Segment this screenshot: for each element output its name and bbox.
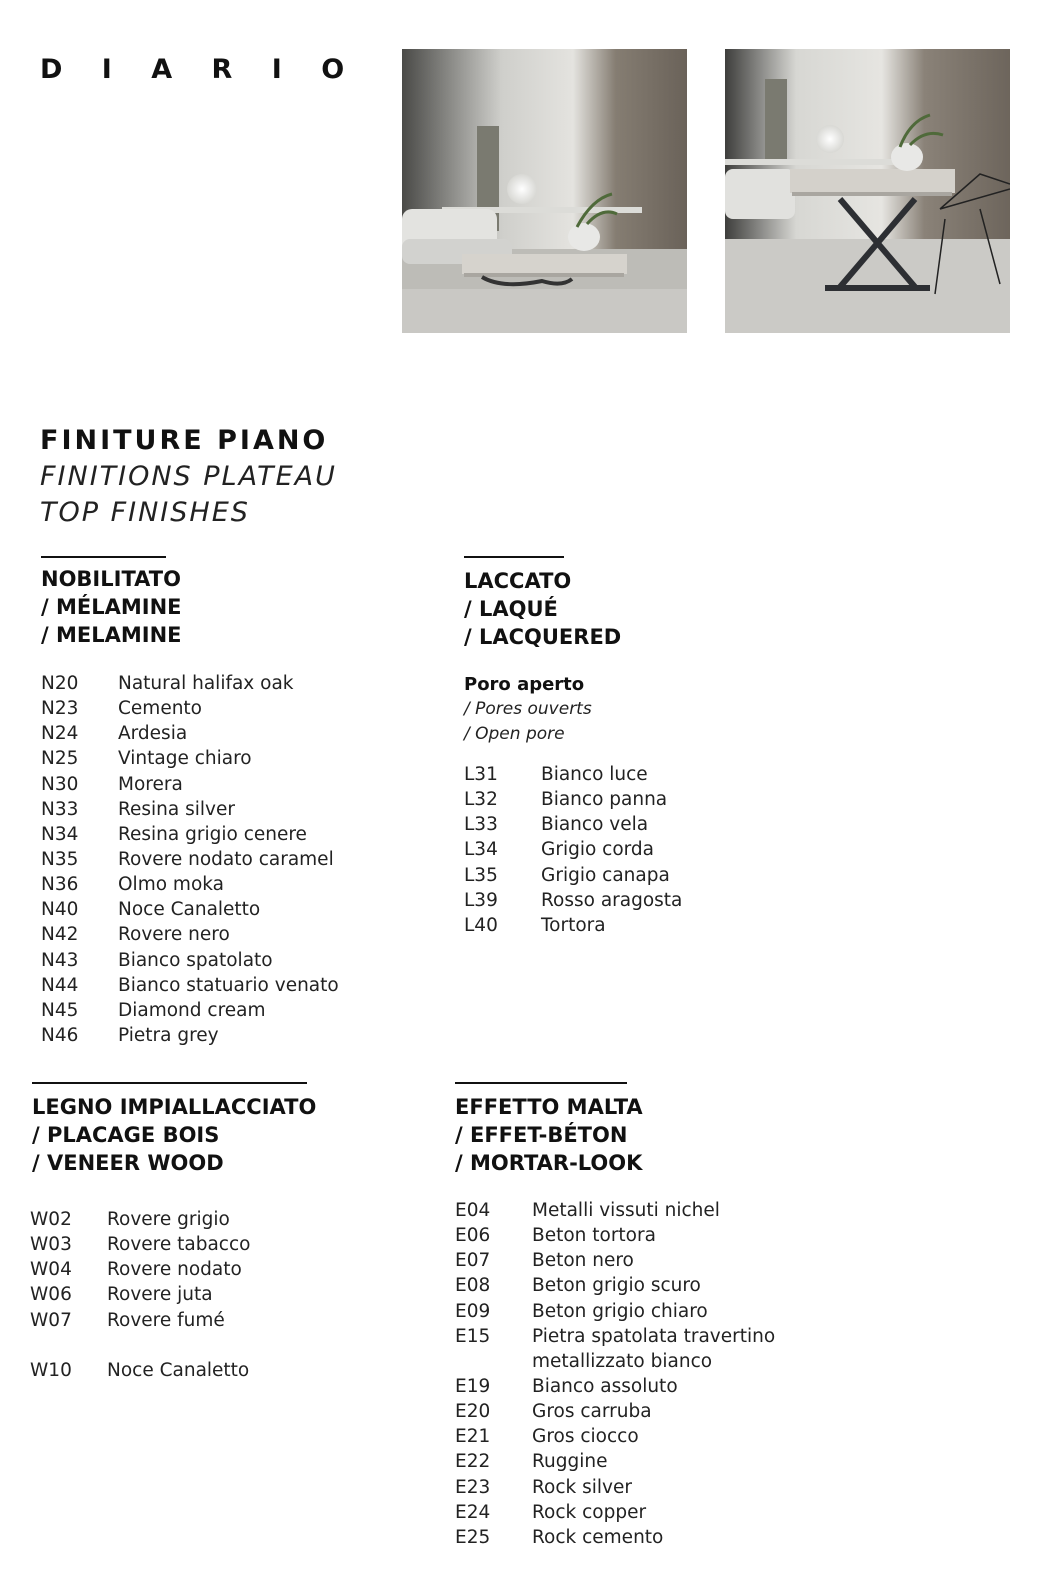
finish-item (30, 1358, 250, 1383)
finish-name: Noce Canaletto (107, 1359, 250, 1381)
finish-item (30, 1207, 250, 1232)
finish-name: Rovere tabacco (107, 1234, 251, 1256)
finish-name: Olmo moka (118, 874, 224, 896)
finish-code: E19 (455, 1375, 491, 1397)
finish-name: Ruggine (532, 1451, 608, 1473)
finish-code: L40 (464, 914, 498, 936)
finish-name: Rock silver (532, 1476, 632, 1498)
finish-name-continued: metallizzato bianco (532, 1350, 713, 1372)
malta-list (455, 1198, 775, 1550)
finish-code: N45 (41, 999, 79, 1021)
finish-item (30, 1232, 250, 1257)
finish-code: N33 (41, 798, 79, 820)
finish-item (30, 1308, 250, 1333)
finish-item (41, 948, 339, 973)
finish-name: Rovere nodato caramel (118, 848, 334, 870)
finish-name: Bianco statuario venato (118, 974, 339, 996)
finish-name: Bianco assoluto (532, 1375, 678, 1397)
laccato-title (464, 567, 621, 651)
finish-name: Rovere nero (118, 924, 230, 946)
finish-item (41, 973, 339, 998)
title-line: LACCATO (464, 569, 572, 593)
finish-name: Rock cemento (532, 1526, 664, 1548)
subtitle-en: / Open pore (464, 724, 565, 744)
section-rule (455, 1082, 627, 1084)
finish-code: E15 (455, 1325, 491, 1347)
laccato-subtitle (464, 672, 592, 747)
finish-name: Pietra grey (118, 1024, 219, 1046)
finish-item (464, 863, 682, 888)
finish-item (30, 1257, 250, 1282)
finish-item (41, 1023, 339, 1048)
finish-name: Tortora (541, 914, 606, 936)
finish-code: E08 (455, 1275, 491, 1297)
title-line: / VENEER WOOD (32, 1151, 224, 1175)
finish-name: Beton nero (532, 1250, 634, 1272)
section-rule (41, 556, 166, 558)
finish-name: Natural halifax oak (118, 673, 294, 694)
legno-list (30, 1207, 250, 1383)
finish-code: N23 (41, 698, 79, 720)
finish-item (41, 998, 339, 1023)
finish-name: Gros carruba (532, 1401, 652, 1423)
finish-item (455, 1374, 775, 1399)
finish-code: N20 (41, 673, 79, 694)
heading-it: FINITURE PIANO (40, 425, 329, 456)
finish-item (41, 721, 339, 746)
finish-code: E06 (455, 1225, 491, 1247)
finish-code: W06 (30, 1284, 72, 1306)
finish-code: E04 (455, 1200, 491, 1221)
finish-item-continued (455, 1349, 775, 1374)
finish-name: Bianco vela (541, 814, 649, 836)
finish-item (41, 746, 339, 771)
title-line: / LAQUÉ (464, 597, 558, 621)
finish-code: W07 (30, 1309, 72, 1331)
finish-item (464, 837, 682, 862)
finish-name: Beton grigio scuro (532, 1275, 701, 1297)
finish-name: Morera (118, 773, 183, 795)
finish-item (455, 1475, 775, 1500)
finish-name: Pietra spatolata travertino (532, 1325, 776, 1347)
nobilitato-title (41, 565, 182, 649)
title-line: / EFFET-BÉTON (455, 1123, 628, 1147)
finish-code: W04 (30, 1259, 72, 1281)
finish-code: N30 (41, 773, 79, 795)
finish-item (455, 1248, 775, 1273)
finish-name: Gros ciocco (532, 1426, 639, 1448)
finishes-heading (40, 423, 337, 531)
finish-name: Rosso aragosta (541, 889, 683, 911)
finish-name: Grigio corda (541, 839, 655, 861)
finish-code: L35 (464, 864, 498, 886)
finish-code: E07 (455, 1250, 491, 1272)
finish-code: N36 (41, 874, 79, 896)
finish-item (455, 1198, 775, 1223)
finish-code: E24 (455, 1501, 491, 1523)
finish-code: N34 (41, 823, 79, 845)
finish-code: W10 (30, 1359, 72, 1381)
laccato-list (464, 762, 682, 938)
finish-item (41, 897, 339, 922)
finish-name: Bianco luce (541, 764, 648, 785)
finish-item (455, 1399, 775, 1424)
finish-item (455, 1273, 775, 1298)
finish-item (41, 922, 339, 947)
finish-code: E22 (455, 1451, 491, 1473)
finish-item (41, 847, 339, 872)
finish-item (464, 913, 682, 938)
finish-name: Ardesia (118, 723, 188, 745)
title-line: / LACQUERED (464, 625, 622, 649)
finish-item (41, 772, 339, 797)
finish-code: N40 (41, 899, 79, 921)
finish-item (41, 822, 339, 847)
finish-item (455, 1449, 775, 1474)
finish-name: Rock copper (532, 1501, 647, 1523)
section-rule (32, 1082, 307, 1084)
finish-code: N24 (41, 723, 79, 745)
finish-name: Vintage chiaro (118, 748, 252, 770)
finish-item (455, 1299, 775, 1324)
finish-code: N46 (41, 1024, 79, 1046)
finish-name: Grigio canapa (541, 864, 670, 886)
finish-code: E20 (455, 1401, 491, 1423)
finish-name: Metalli vissuti nichel (532, 1200, 720, 1221)
finish-code: L31 (464, 764, 498, 785)
finish-name: Resina silver (118, 798, 235, 820)
finish-item (455, 1223, 775, 1248)
finish-item (455, 1525, 775, 1550)
finish-code: W02 (30, 1209, 72, 1230)
finish-code: E23 (455, 1476, 491, 1498)
finish-name: Rovere juta (107, 1284, 213, 1306)
coffee-table-low-photo (402, 49, 687, 333)
finish-item (41, 696, 339, 721)
finish-code: L39 (464, 889, 498, 911)
finish-code: W03 (30, 1234, 72, 1256)
finish-name: Beton tortora (532, 1225, 656, 1247)
finish-name: Beton grigio chiaro (532, 1300, 708, 1322)
finish-name: Noce Canaletto (118, 899, 261, 921)
title-line: LEGNO IMPIALLACCIATO (32, 1095, 317, 1119)
title-line: EFFETTO MALTA (455, 1095, 643, 1119)
finish-item (464, 762, 682, 787)
list-gap (30, 1333, 250, 1358)
finish-item (455, 1424, 775, 1449)
finish-name: Rovere fumé (107, 1309, 225, 1331)
finish-item (41, 872, 339, 897)
finish-item (30, 1282, 250, 1307)
finish-code: L33 (464, 814, 498, 836)
finish-code: L34 (464, 839, 498, 861)
heading-en: TOP FINISHES (40, 497, 250, 528)
finish-code: N25 (41, 748, 79, 770)
title-line: NOBILITATO (41, 567, 181, 591)
finish-name: Bianco spatolato (118, 949, 273, 971)
finish-code: N44 (41, 974, 79, 996)
finish-name: Rovere grigio (107, 1209, 230, 1230)
heading-fr: FINITIONS PLATEAU (40, 461, 337, 492)
title-line: / PLACAGE BOIS (32, 1123, 220, 1147)
finish-name: Diamond cream (118, 999, 266, 1021)
finish-item (464, 812, 682, 837)
finish-name: Cemento (118, 698, 202, 720)
finish-name: Resina grigio cenere (118, 823, 307, 845)
title-line: / MÉLAMINE (41, 595, 182, 619)
finish-item (455, 1500, 775, 1525)
finish-item (41, 797, 339, 822)
finish-code: E09 (455, 1300, 491, 1322)
finish-name: Bianco panna (541, 789, 668, 811)
section-rule (464, 556, 564, 558)
subtitle-fr: / Pores ouverts (464, 699, 592, 719)
finish-item (464, 787, 682, 812)
finish-item (41, 671, 339, 696)
nobilitato-list (41, 671, 339, 1048)
finish-item (455, 1324, 775, 1349)
malta-title (455, 1093, 643, 1177)
finish-code: E21 (455, 1426, 491, 1448)
finish-code: L32 (464, 789, 498, 811)
finish-code: N42 (41, 924, 79, 946)
coffee-table-raised-photo (725, 49, 1010, 333)
subtitle-it: Poro aperto (464, 674, 585, 695)
finish-name: Rovere nodato (107, 1259, 242, 1281)
title-line: / MORTAR-LOOK (455, 1151, 643, 1175)
finish-code: E25 (455, 1526, 491, 1548)
brand-title: D I A R I O (40, 54, 360, 85)
finish-code: N35 (41, 848, 79, 870)
legno-title (32, 1093, 316, 1177)
finish-code: N43 (41, 949, 79, 971)
finish-item (464, 888, 682, 913)
title-line: / MELAMINE (41, 623, 182, 647)
